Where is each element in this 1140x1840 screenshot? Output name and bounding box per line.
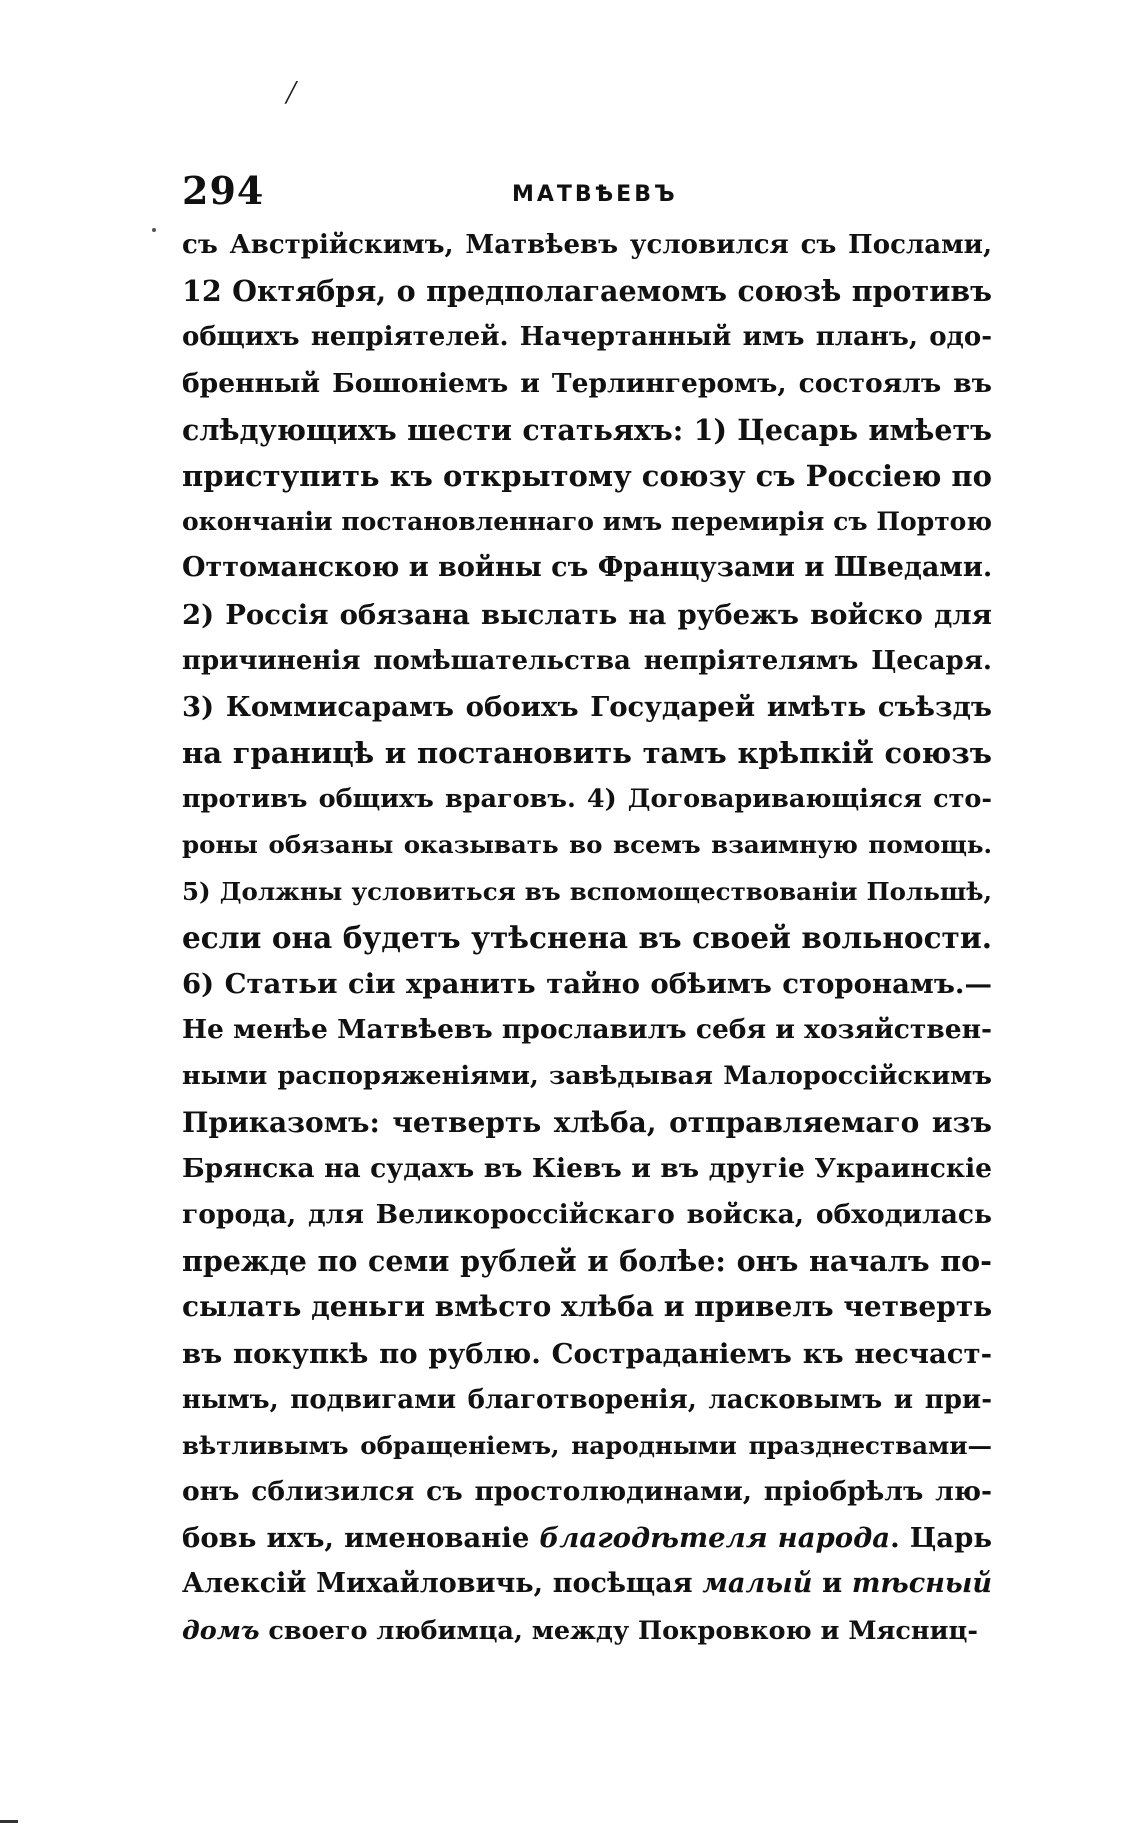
text-line: онъ сблизился съ простолюдинами, пріобрѣлъ лю- (182, 1476, 992, 1508)
page-header (182, 168, 992, 218)
text-segment: своего любимца, между Покровкою и Мясниц- (259, 1615, 978, 1646)
text-line: 3) Коммисарамъ обоихъ Государей имѣть съѣздъ (182, 690, 992, 723)
text-line: съ Австрійскимъ, Матвѣевъ условился съ Послами, (182, 230, 992, 260)
text-line: роны обязаны оказывать во всемъ взаимную помощь. (182, 830, 992, 860)
text-line: сылать деньги вмѣсто хлѣба и привелъ четверть (182, 1290, 992, 1324)
text-segment: . Царь (890, 1522, 992, 1555)
stray-dot (152, 228, 156, 232)
text-line: если она будетъ утѣснена въ своей вольности. (182, 919, 992, 955)
italic-word: домъ (182, 1615, 260, 1646)
stray-edge-mark (0, 1820, 18, 1823)
text-segment: и (812, 1568, 852, 1600)
text-line: Не менѣе Матвѣевъ прославилъ себя и хозяйствен- (182, 1014, 992, 1046)
text-line: города, для Великороссійскаго войска, обходилась (182, 1198, 992, 1230)
text-line (182, 1515, 992, 1561)
text-segment: бовь ихъ, именованіе (182, 1522, 540, 1555)
text-line: 5) Должны условиться въ вспомоществованіи Польшѣ, (182, 876, 992, 906)
stray-pen-mark: / (286, 74, 296, 111)
text-line: окончаніи постановленнаго имъ перемирія съ Портою (182, 507, 992, 537)
text-line: слѣдующихъ шести статьяхъ: 1) Цесарь имѣетъ (182, 412, 992, 447)
text-line: на границѣ и постановить тамъ крѣпкій союзъ (182, 736, 992, 771)
text-line: бренный Бошоніемъ и Терлингеромъ, состоялъ въ (182, 367, 992, 399)
text-line: 12 Октября, о предполагаемомъ союзѣ противъ (182, 274, 992, 309)
text-line: приступить къ открытому союзу съ Россіею по (182, 458, 992, 493)
text-segment: Алексій Михайловичь, посѣщая (182, 1568, 703, 1600)
text-line: нымъ, подвигами благотворенія, ласковымъ и при- (182, 1384, 992, 1415)
text-line: ными распоряженіями, завѣдывая Малороссійскимъ (182, 1061, 992, 1092)
text-line: общихъ непріятелей. Начертанный имъ планъ, одо- (182, 322, 992, 353)
text-line (182, 1608, 992, 1654)
italic-word: тѣсный (851, 1568, 992, 1600)
running-head: МАТВѢЕВЪ (512, 182, 678, 207)
text-line: въ покупкѣ по рублю. Состраданіемъ къ несчаст- (182, 1337, 992, 1370)
text-line: 6) Статьи сіи хранить тайно обѣимъ сторонамъ.— (182, 968, 992, 1000)
text-line: Брянска на судахъ въ Кіевъ и въ другіе Украинскіе (182, 1152, 992, 1184)
text-line: причиненія помѣшательства непріятелямъ Цесаря. (182, 645, 992, 676)
text-line: противъ общихъ враговъ. 4) Договаривающіяся сто- (182, 784, 992, 815)
text-line: прежде по семи рублей и болѣе: онъ началъ по- (182, 1244, 992, 1279)
italic-phrase: благодѣтеля народа (539, 1522, 891, 1555)
page-number: 294 (182, 168, 265, 213)
text-line: Приказомъ: четверть хлѣба, отправляемаго изъ (182, 1105, 992, 1139)
text-line: Оттоманскою и войны съ Французами и Шведами. (182, 552, 992, 584)
text-line: 2) Россія обязана выслать на рубежъ войско для (182, 598, 992, 631)
italic-word: малый (702, 1568, 813, 1600)
text-line (182, 1561, 992, 1607)
text-line: вѣтливымъ обращеніемъ, народными празднествами— (182, 1430, 992, 1460)
body-text (182, 222, 992, 1654)
